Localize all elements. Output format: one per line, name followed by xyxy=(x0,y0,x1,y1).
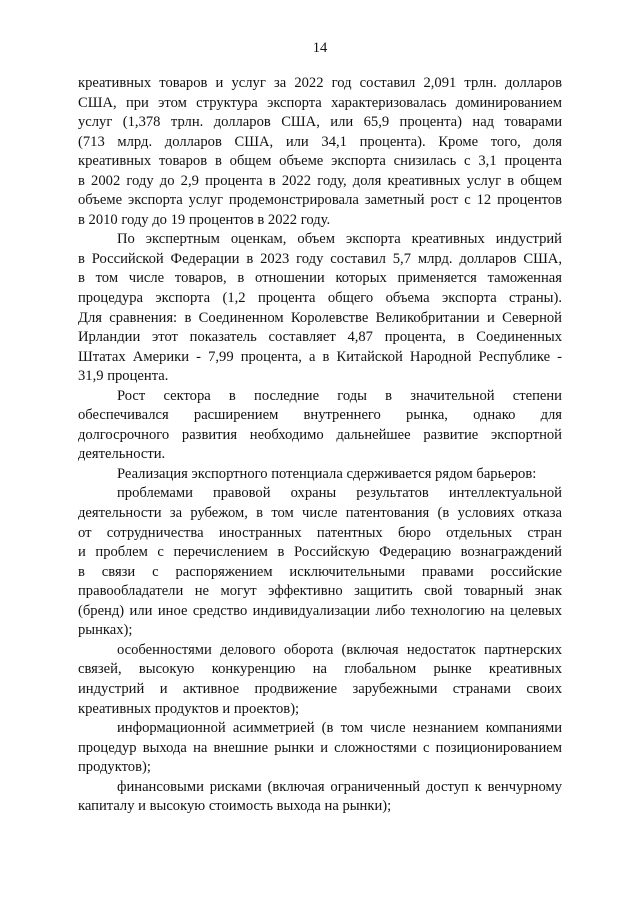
text-line: продуктов); xyxy=(78,759,151,776)
text-line: в 2002 году до 2,9 процента в 2022 году, доля креативных услуг в общем xyxy=(78,172,562,189)
text-line: объеме экспорта услуг продемонстрировала заметный рост с 12 процентов xyxy=(78,192,562,209)
text-line: и проблем с перечислением в Российскую Федерацию вознаграждений xyxy=(78,544,562,561)
text-line: услуг (1,378 трлн. долларов США, или 65,9 процента) над товарами xyxy=(78,114,562,131)
text-line: информационной асимметрией (в том числе незнанием компаниями xyxy=(117,720,562,737)
text-line: креативных товаров в общем объеме экспорта снизилась с 3,1 процента xyxy=(78,153,562,170)
text-line: долгосрочного развития необходимо дальнейшее развитие экспортной xyxy=(78,426,562,443)
text-line: Рост сектора в последние годы в значительной степени xyxy=(117,387,562,404)
text-line: (713 млрд. долларов США, или 34,1 процента). Кроме того, доля xyxy=(78,133,562,150)
text-line: (бренд) или иное средство индивидуализации либо технологию на целевых xyxy=(78,602,562,619)
text-line: в связи с распоряжением исключительными правами российские xyxy=(78,563,562,580)
text-line: США, при этом структура экспорта характеризовалась доминированием xyxy=(78,94,562,111)
text-line: индустрий и активное продвижение зарубежными странами своих xyxy=(78,680,562,697)
text-line: Для сравнения: в Соединенном Королевстве Великобритании и Северной xyxy=(78,309,562,326)
text-line: в Российской Федерации в 2023 году составил 5,7 млрд. долларов США, xyxy=(78,250,562,267)
text-line: правообладатели не могут эффективно защитить свой товарный знак xyxy=(78,583,562,600)
text-line: процедур выхода на внешние рынки и сложностями с позиционированием xyxy=(78,739,562,756)
page-number: 14 xyxy=(312,40,328,56)
text-line: По экспертным оценкам, объем экспорта креативных индустрий xyxy=(117,231,562,248)
text-line: деятельности. xyxy=(78,446,166,463)
text-line: капиталу и высокую стоимость выхода на рынки); xyxy=(78,798,392,815)
text-line: Штатах Америки - 7,99 процента, а в Китайской Народной Республике - xyxy=(78,348,562,365)
text-line: в том числе товаров, в отношении которых применяется таможенная xyxy=(78,270,562,287)
text-line: рынках); xyxy=(78,622,133,639)
text-line: финансовыми рисками (включая ограниченный доступ к венчурному xyxy=(117,778,562,795)
text-line: креативных товаров и услуг за 2022 год составил 2,091 трлн. долларов xyxy=(78,75,562,91)
text-line: Ирландии этот показатель составляет 4,87 процента, в Соединенных xyxy=(78,329,562,346)
text-line: от сотрудничества иностранных патентных бюро отдельных стран xyxy=(78,524,562,541)
text-line: Реализация экспортного потенциала сдерживается рядом барьеров: xyxy=(117,465,537,482)
text-line: в 2010 году до 19 процентов в 2022 году. xyxy=(78,211,331,228)
text-line: процедура экспорта (1,2 процента общего объема экспорта страны). xyxy=(78,290,562,307)
text-line: обеспечивался расширением внутреннего рынка, однако для xyxy=(78,407,562,424)
text-line: деятельности за рубежом, в том числе патентования (в условиях отказа xyxy=(78,505,562,522)
text-line: 31,9 процента. xyxy=(78,368,169,385)
text-line: креативных продуктов и проектов); xyxy=(78,700,300,717)
text-line: связей, высокую конкуренцию на глобальном рынке креативных xyxy=(78,661,562,678)
text-line: особенностями делового оборота (включая недостаток партнерских xyxy=(117,641,562,658)
body-text xyxy=(78,74,562,817)
text-line: проблемами правовой охраны результатов интеллектуальной xyxy=(117,485,562,502)
